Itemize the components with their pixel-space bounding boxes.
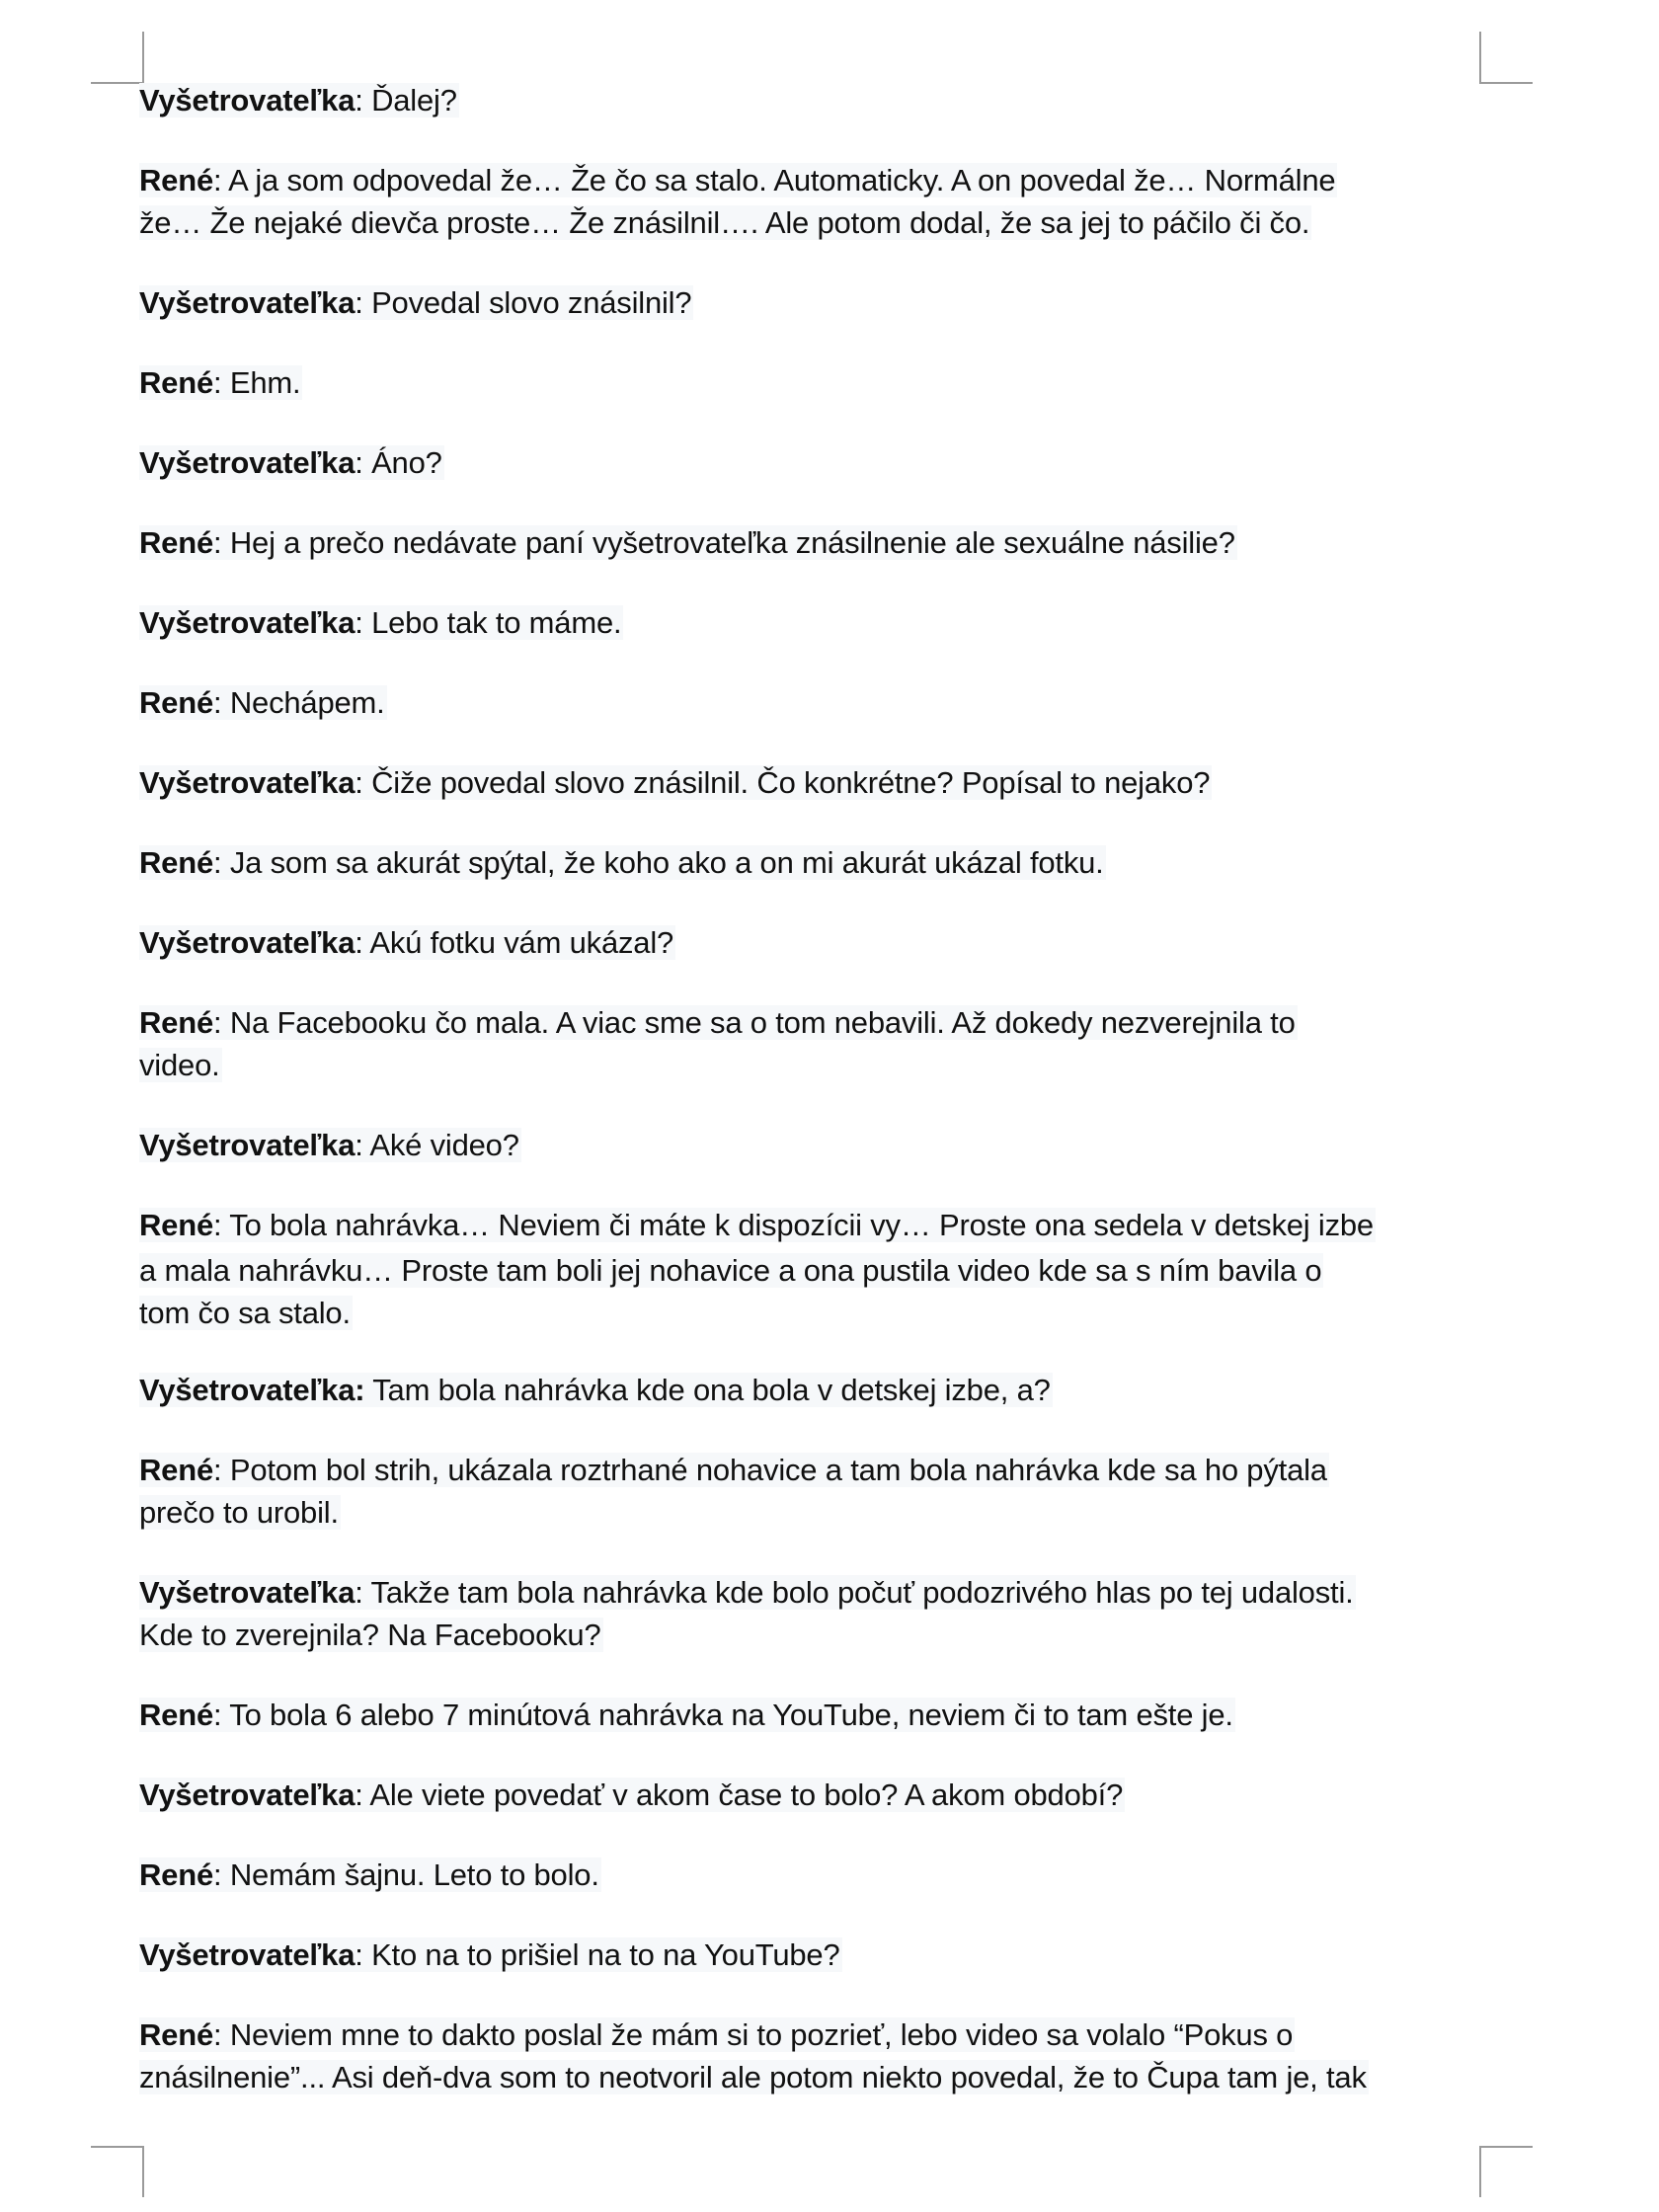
speaker: René xyxy=(139,2017,214,2052)
utterance: Ale viete povedať v akom čase to bolo? A akom období? xyxy=(369,1778,1124,1812)
speaker: René xyxy=(139,525,214,560)
utterance: Nemám šajnu. Leto to bolo. xyxy=(229,1857,599,1892)
utterance: Ehm. xyxy=(229,365,301,400)
utterance: Ja som sa akurát spýtal, že koho ako a on mi akurát ukázal fotku. xyxy=(229,845,1104,880)
speaker: Vyšetrovateľka xyxy=(139,1575,356,1610)
line-2: René: A ja som odpovedal že… Že čo sa stalo. Automaticky. A on povedal že… Normálne xyxy=(139,163,1336,198)
line-16: René: To bola nahrávka… Neviem či máte k dispozícii vy… Proste ona sedela v detskej izbe xyxy=(139,1208,1374,1242)
line-18 xyxy=(139,1294,353,1333)
utterance: Tam bola nahrávka kde ona bola v detskej izbe, a? xyxy=(372,1373,1051,1407)
speaker: René xyxy=(139,1208,214,1242)
speaker: Vyšetrovateľka xyxy=(139,445,356,480)
line-7: René: Hej a prečo nedávate paní vyšetrovateľka znásilnenie ale sexuálne násilie? xyxy=(139,525,1235,560)
line-17 xyxy=(139,1251,1323,1291)
speaker: Vyšetrovateľka xyxy=(139,605,356,640)
utterance: Hej a prečo nedávate paní vyšetrovateľka znásilnenie ale sexuálne násilie? xyxy=(229,525,1235,560)
utterance: Akú fotku vám ukázal? xyxy=(369,925,674,960)
speaker: Vyšetrovateľka xyxy=(139,765,356,800)
utterance: Ďalej? xyxy=(371,83,457,118)
speaker: René xyxy=(139,365,214,400)
line-20: René: Potom bol strih, ukázala roztrhané nohavice a tam bola nahrávka kde sa ho pýtala xyxy=(139,1453,1327,1487)
line-6: Vyšetrovateľka: Áno? xyxy=(139,445,442,480)
line-1: Vyšetrovateľka: Ďalej? xyxy=(139,83,457,118)
utterance: že… Že nejaké dievča proste… Že znásilnil…. Ale potom dodal, že sa jej to páčilo či čo. xyxy=(139,205,1310,240)
utterance: Áno? xyxy=(371,445,442,480)
utterance: znásilnenie”... Asi deň-dva som to neotvoril ale potom niekto povedal, že to Čupa tam je, tak xyxy=(139,2060,1367,2094)
speaker: Vyšetrovateľka xyxy=(139,925,356,960)
speaker: Vyšetrovateľka xyxy=(139,1937,356,1972)
utterance: Čiže povedal slovo znásilnil. Čo konkrétne? Popísal to nejako? xyxy=(371,765,1211,800)
line-9: René: Nechápem. xyxy=(139,685,385,720)
utterance: Potom bol strih, ukázala roztrhané nohavice a tam bola nahrávka kde sa ho pýtala xyxy=(229,1453,1327,1487)
utterance: a mala nahrávku… Proste tam boli jej nohavice a ona pustila video kde sa s ním bavila o xyxy=(139,1253,1322,1288)
utterance: To bola 6 alebo 7 minútová nahrávka na YouTube, neviem či to tam ešte je. xyxy=(229,1698,1233,1732)
speaker: René xyxy=(139,1005,214,1040)
line-22: Vyšetrovateľka: Takže tam bola nahrávka kde bolo počuť podozrivého hlas po tej udalosti. xyxy=(139,1575,1354,1610)
line-12: Vyšetrovateľka: Akú fotku vám ukázal? xyxy=(139,925,674,960)
utterance: video. xyxy=(139,1048,220,1082)
utterance: A ja som odpovedal že… Že čo sa stalo. Automaticky. A on povedal že… Normálne xyxy=(228,163,1336,198)
utterance: Takže tam bola nahrávka kde bolo počuť podozrivého hlas po tej udalosti. xyxy=(370,1575,1354,1610)
utterance: Kto na to prišiel na to na YouTube? xyxy=(371,1937,840,1972)
line-23 xyxy=(139,1616,603,1655)
speaker: René xyxy=(139,163,214,198)
line-24: René: To bola 6 alebo 7 minútová nahrávka na YouTube, neviem či to tam ešte je. xyxy=(139,1698,1233,1732)
utterance: Kde to zverejnila? Na Facebooku? xyxy=(139,1618,601,1652)
utterance: Neviem mne to dakto poslal že mám si to pozrieť, lebo video sa volalo “Pokus o xyxy=(229,2017,1294,2052)
utterance: Povedal slovo znásilnil? xyxy=(371,285,692,320)
utterance: Lebo tak to máme. xyxy=(371,605,622,640)
line-11: René: Ja som sa akurát spýtal, že koho ako a on mi akurát ukázal fotku. xyxy=(139,845,1104,880)
line-27: Vyšetrovateľka: Kto na to prišiel na to na YouTube? xyxy=(139,1937,840,1972)
speaker: René xyxy=(139,685,214,720)
speaker: René xyxy=(139,1698,214,1732)
line-29 xyxy=(139,2058,1369,2097)
speaker: Vyšetrovateľka xyxy=(139,285,356,320)
speaker: René xyxy=(139,1453,214,1487)
utterance: To bola nahrávka… Neviem či máte k dispozícii vy… Proste ona sedela v detskej izbe xyxy=(229,1208,1374,1242)
utterance: tom čo sa stalo. xyxy=(139,1296,351,1330)
speaker: Vyšetrovateľka: xyxy=(139,1373,365,1407)
line-15: Vyšetrovateľka: Aké video? xyxy=(139,1128,519,1162)
utterance: Aké video? xyxy=(369,1128,519,1162)
line-5: René: Ehm. xyxy=(139,365,301,400)
line-8: Vyšetrovateľka: Lebo tak to máme. xyxy=(139,605,622,640)
speaker: Vyšetrovateľka xyxy=(139,1778,356,1812)
line-25: Vyšetrovateľka: Ale viete povedať v akom čase to bolo? A akom období? xyxy=(139,1778,1124,1812)
line-3 xyxy=(139,203,1311,243)
line-28: René: Neviem mne to dakto poslal že mám si to pozrieť, lebo video sa volalo “Pokus o xyxy=(139,2017,1294,2052)
speaker: René xyxy=(139,1857,214,1892)
speaker: Vyšetrovateľka xyxy=(139,1128,356,1162)
speaker: Vyšetrovateľka xyxy=(139,83,356,118)
speaker: René xyxy=(139,845,214,880)
utterance: Nechápem. xyxy=(229,685,385,720)
utterance: prečo to urobil. xyxy=(139,1495,339,1530)
utterance: Na Facebooku čo mala. A viac sme sa o tom nebavili. Až dokedy nezverejnila to xyxy=(229,1005,1296,1040)
line-14 xyxy=(139,1046,222,1085)
line-21 xyxy=(139,1493,341,1533)
line-26: René: Nemám šajnu. Leto to bolo. xyxy=(139,1857,599,1892)
line-10: Vyšetrovateľka: Čiže povedal slovo znásilnil. Čo konkrétne? Popísal to nejako? xyxy=(139,765,1211,800)
line-13: René: Na Facebooku čo mala. A viac sme sa o tom nebavili. Až dokedy nezverejnila to xyxy=(139,1005,1296,1040)
line-19 xyxy=(139,1371,1053,1410)
line-4: Vyšetrovateľka: Povedal slovo znásilnil? xyxy=(139,285,692,320)
